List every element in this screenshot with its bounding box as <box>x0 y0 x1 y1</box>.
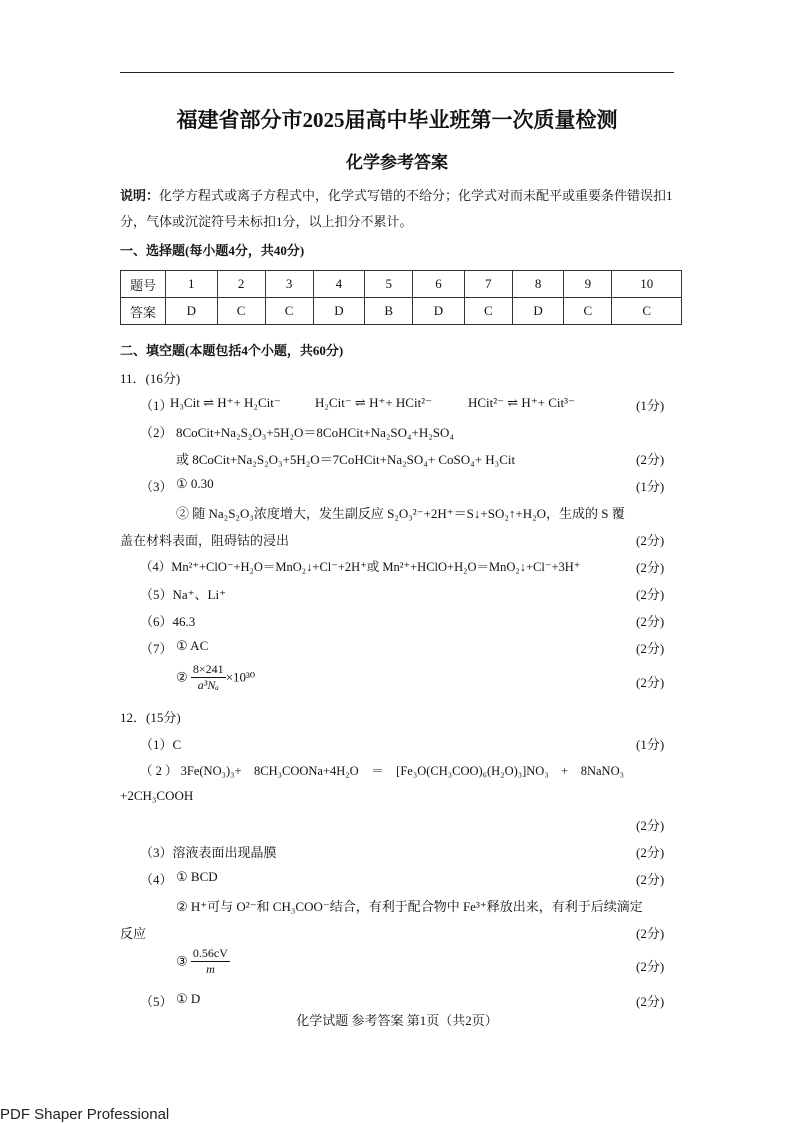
q11-1-eq-a: H₃Cit ⇌ H⁺+ H₂Cit⁻ <box>170 395 281 410</box>
q11-3-b-score: (2分) <box>636 533 665 548</box>
q11-1-num: （1） <box>140 398 173 413</box>
table-cell: 9 <box>564 271 612 298</box>
q11-7-a-score: (2分) <box>636 641 665 656</box>
q12-5-num: （5） <box>140 994 173 1009</box>
table-cell: 10 <box>612 271 682 298</box>
fraction-numerator: 0.56cV <box>192 946 228 960</box>
q11-1-eq-b: H₂Cit⁻ ⇌ H⁺+ HCit²⁻ <box>315 395 432 410</box>
q12-4-c-score: (2分) <box>636 959 665 974</box>
table-row <box>121 298 682 325</box>
table-row <box>121 271 682 298</box>
q12-4-b-line1: ② H⁺可与 O²⁻和 CH₃COO⁻结合，有利于配合物中 Fe³⁺释放出来，有利于后续滴定 <box>176 899 643 914</box>
page-footer: 化学试题 参考答案 第1页（共2页） <box>296 1013 498 1028</box>
table-cell: C <box>464 298 512 325</box>
q12-5-a: ① D <box>176 991 201 1006</box>
page-title: 福建省部分市2025届高中毕业班第一次质量检测 <box>176 108 618 132</box>
q11-5-score: (2分) <box>636 587 665 602</box>
q11-2-eq-a: 8CoCit+Na₂S₂O₃+5H₂O＝8CoHCit+Na₂SO₄+H₂SO₄ <box>176 425 454 440</box>
q11-3-num: （3） <box>140 479 173 494</box>
q12-3-score: (2分) <box>636 845 665 860</box>
q11-1-eq-c: HCit²⁻ ⇌ H⁺+ Cit³⁻ <box>468 395 575 410</box>
fraction <box>191 946 230 977</box>
table-cell: B <box>365 298 413 325</box>
q12-2-line1: （ 2 ） 3Fe(NO₃)₃+ 8CH₃COONa+4H₂O ＝ [Fe₃O(CH₃COO)₆(H₂O)₃]NO₃ + 8NaNO₃ <box>140 764 624 778</box>
q11-6: （6）46.3 <box>140 614 196 629</box>
q11-3-a: ① 0.30 <box>176 476 214 491</box>
q12-1: （1）C <box>140 737 182 752</box>
q11-heading: 11．(16分) <box>120 371 181 386</box>
note-text: 化学方程式或离子方程式中，化学式写错的不给分；化学式对而未配平或重要条件错误扣1分，气体或沉淀符号未标扣1分，以上扣分不累计。 <box>120 188 673 229</box>
q11-3-b-line1: ② 随 Na₂S₂O₃浓度增大，发生副反应 S₂O₃²⁻+2H⁺＝S↓+SO₂↑+H₂O，生成的 S 覆 <box>176 506 625 521</box>
table-cell: C <box>612 298 682 325</box>
table-cell: 5 <box>365 271 413 298</box>
note-label: 说明： <box>120 188 160 203</box>
q12-4-num: （4） <box>140 872 173 887</box>
page-subtitle: 化学参考答案 <box>346 153 448 172</box>
q12-5-score: (2分) <box>636 994 665 1009</box>
q11-3-b-line2: 盖在材料表面，阻碍钴的浸出 <box>120 533 290 548</box>
q11-6-score: (2分) <box>636 614 665 629</box>
q12-3: （3）溶液表面出现晶膜 <box>140 845 277 860</box>
q12-1-score: (1分) <box>636 737 665 752</box>
table-cell: D <box>413 298 465 325</box>
circle-number: ② <box>176 669 188 685</box>
q11-7-a: ① AC <box>176 638 209 653</box>
table-cell: 2 <box>217 271 265 298</box>
table-cell: C <box>217 298 265 325</box>
section-fill-heading: 二、填空题(本题包括4个小题，共60分) <box>120 343 344 358</box>
q11-2-score: (2分) <box>636 452 665 467</box>
grading-note <box>120 183 674 235</box>
q12-2-line2: +2CH₃COOH <box>120 788 194 803</box>
table-cell: C <box>564 298 612 325</box>
fraction <box>191 662 226 693</box>
table-cell: D <box>512 298 564 325</box>
q11-2-num: （2） <box>140 425 173 440</box>
section-mcq-heading: 一、选择题(每小题4分，共40分) <box>120 243 305 258</box>
mcq-answer-table <box>120 270 682 325</box>
fraction-denominator: m <box>206 962 215 976</box>
table-cell: 4 <box>313 271 365 298</box>
circle-number: ③ <box>176 953 188 969</box>
table-header-cell: 答案 <box>121 298 166 325</box>
q12-4-c <box>176 946 230 977</box>
q11-7-num: （7） <box>140 641 173 656</box>
q11-1-score: (1分) <box>636 398 665 413</box>
q11-4-score: (2分) <box>636 560 665 575</box>
table-cell: 7 <box>464 271 512 298</box>
table-header-cell: 题号 <box>121 271 166 298</box>
q11-5: （5）Na⁺、Li⁺ <box>140 587 226 602</box>
q11-7-b <box>176 662 255 693</box>
table-cell: D <box>313 298 365 325</box>
q11-3-a-score: (1分) <box>636 479 665 494</box>
fraction-numerator: 8×241 <box>192 662 224 676</box>
watermark-text: PDF Shaper Professional <box>0 1106 170 1123</box>
table-cell: C <box>265 298 313 325</box>
q12-heading: 12．(15分) <box>120 710 181 725</box>
q12-4-b-line2: 反应 <box>120 926 147 941</box>
q12-2-score: (2分) <box>636 818 665 833</box>
q11-7-b-score: (2分) <box>636 675 665 690</box>
fraction-multiplier: ×10³⁰ <box>225 669 256 685</box>
q12-4-a-score: (2分) <box>636 872 665 887</box>
table-cell: D <box>166 298 218 325</box>
table-cell: 8 <box>512 271 564 298</box>
table-cell: 1 <box>166 271 218 298</box>
fraction-denominator: a³Nₐ <box>197 678 219 692</box>
q11-4: （4）Mn²⁺+ClO⁻+H₂O＝MnO₂↓+Cl⁻+2H⁺或 Mn²⁺+HClO+H₂O＝MnO₂↓+Cl⁻+3H⁺ <box>140 560 581 574</box>
q12-4-a: ① BCD <box>176 869 218 884</box>
table-cell: 6 <box>413 271 465 298</box>
q11-2-eq-b: 或 8CoCit+Na₂S₂O₃+5H₂O＝7CoHCit+Na₂SO₄+ CoSO₄+ H₃Cit <box>176 452 516 467</box>
q12-4-b-score: (2分) <box>636 926 665 941</box>
top-rule <box>120 72 674 73</box>
table-cell: 3 <box>265 271 313 298</box>
